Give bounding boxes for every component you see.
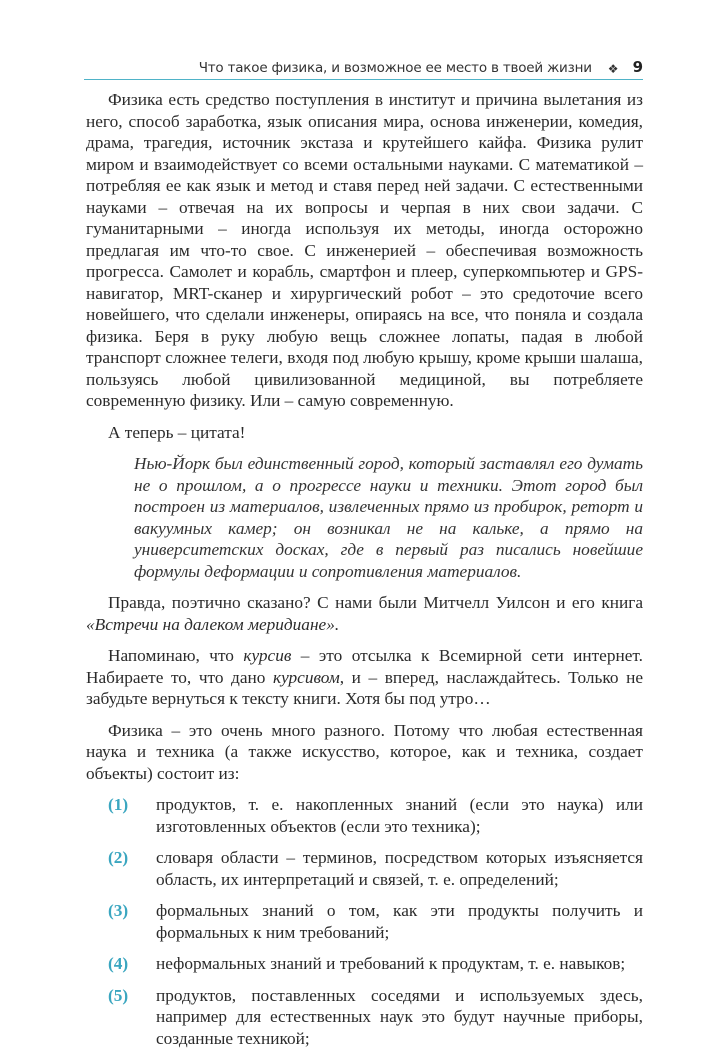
list-number: (5): [108, 985, 129, 1005]
text: Напоминаю, что: [108, 646, 244, 665]
ornament-icon: ❖: [607, 62, 619, 76]
list-item: [108, 847, 643, 890]
italic-term: курсив: [243, 646, 292, 665]
running-header: [84, 54, 643, 80]
numbered-list: [86, 794, 643, 1049]
list-text: неформальных знаний и требований к продуктам, т. е. навыков;: [156, 954, 626, 973]
italic-term: курсивом: [273, 667, 340, 687]
list-text: продуктов, т. е. накопленных знаний (если это наука) или изготовленных объектов (если это техника);: [156, 795, 643, 836]
list-item: [108, 985, 643, 1050]
paragraph-physics-composition: Физика – это очень много разного. Потому что любая естественная наука и техника (а также искусство, которое, как и техника, создает объекты) состоит из:: [86, 720, 643, 783]
list-text: продуктов, поставленных соседями и используемых здесь, например для естественных наук это будут научные приборы, созданные техникой;: [156, 985, 643, 1048]
paragraph-italic-note: [86, 645, 643, 710]
text: Правда, поэтично сказано? С нами были Митчелл Уилсон и его книга: [108, 593, 643, 612]
list-text: формальных знаний о том, как эти продукты получить и формальных к ним требований;: [156, 901, 643, 942]
paragraph-physics-intro: Физика есть средство поступления в институт и причина вылетания из него, способ заработка, язык описания мира, основа инженерии, комедия, драма, трагедия, источник экстаза и крутейшего кайфа. Физика рулит миром и взаимодействует со всеми остальными науками. С математикой – потребляя ее как язык и метод и ставя перед ней задачи. С естественными науками – отвечая на их вопросы и черпая в них свои задачи. С гуманитарными – иногда используя их методы, иногда осторожно предлагая им что-то свое. С инженерией – обеспечивая возможность прогресса. Самолет и корабль, смартфон и плеер, суперкомпьютер и GPS-навигатор, MRT-сканер и хирургический робот – это средоточие всего новейшего, что сделали инженеры, опираясь на все, что поняла и создала физика. Беря в руку любую вещь сложнее лопаты, падая в любой транспорт сложнее телеги, входя под любую крышу, кроме крыши шалаша, пользуясь любой цивилизованной медициной, вы потребляете современную физику. Или – самую современную.: [86, 90, 643, 410]
list-number: (3): [108, 901, 129, 920]
paragraph-quote-lead: А теперь – цитата!: [108, 422, 246, 442]
paragraph-book-reference: [86, 592, 643, 635]
list-number: (2): [108, 848, 129, 867]
list-text: словаря области – терминов, посредством которых изъясняется область, их интерпретаций и связей, т. е. определений;: [156, 848, 643, 889]
list-item: [108, 900, 643, 943]
page-body: [86, 89, 643, 1059]
list-item: [108, 794, 643, 837]
blockquote: Нью-Йорк был единственный город, который заставлял его думать не о прошлом, а о прогрессе науки и техники. Этот город был построен из материалов, извлеченных прямо из пробирок, реторт и вакуумных камер; он возникал не на кальке, а прямо на университетских досках, где в первый раз писались новейшие формулы деформации и сопротивления материалов.: [134, 454, 643, 581]
page-number: 9: [632, 58, 643, 76]
text: , и – вперед, наслаждайтесь. Только не забудьте вернуться к тексту книги. Хотя бы под утро…: [86, 667, 644, 708]
chapter-title: Что такое физика, и возможное ее место в твоей жизни: [198, 60, 592, 76]
list-number: (4): [108, 954, 129, 973]
book-title: «Встречи на далеком меридиане».: [86, 614, 340, 634]
list-number: (1): [108, 795, 129, 814]
text: – это отсылка к Всемирной сети интернет. Набираете то, что дано: [86, 646, 643, 687]
list-item: [108, 953, 643, 975]
